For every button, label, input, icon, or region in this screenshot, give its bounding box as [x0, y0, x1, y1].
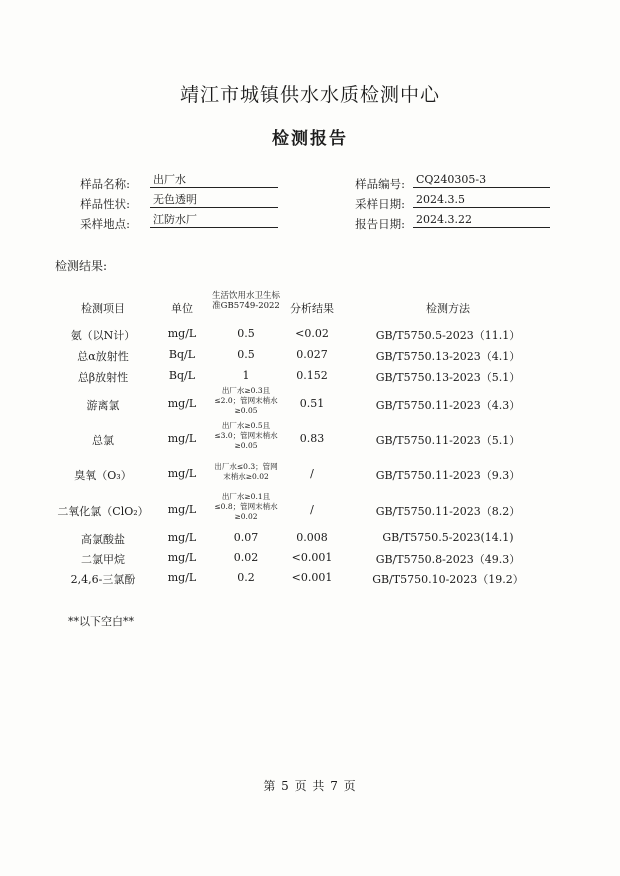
sampling-date-value: 2024.3.5 [413, 193, 550, 208]
sample-state-value: 无色透明 [150, 193, 278, 208]
sample-no-value: CQ240305-3 [413, 173, 550, 188]
row-2-standard: 1 [242, 369, 250, 382]
row-1-unit: Bq/L [168, 348, 196, 361]
header-result: 分析结果 [290, 302, 334, 315]
row-1-standard: 0.5 [237, 348, 255, 361]
row-5-result: / [310, 467, 314, 480]
row-0-unit: mg/L [167, 327, 197, 340]
document-title: 检测报告 [272, 129, 348, 149]
row-0-result: <0.02 [295, 327, 329, 340]
row-7-item: 高氯酸盐 [81, 533, 125, 546]
row-6-method: GB/T5750.11-2023（8.2） [375, 505, 521, 518]
row-4-result: 0.83 [299, 432, 325, 445]
row-3-unit: mg/L [167, 397, 197, 410]
row-5-method: GB/T5750.11-2023（9.3） [375, 469, 521, 482]
row-3-result: 0.51 [299, 397, 325, 410]
sample-no-label: 样品编号: [355, 177, 405, 191]
row-2-item: 总β放射性 [77, 371, 129, 384]
row-7-unit: mg/L [167, 531, 197, 544]
header-unit: 单位 [171, 302, 193, 315]
row-1-item: 总α放射性 [77, 350, 129, 363]
sampling-site-label: 采样地点: [80, 217, 130, 231]
row-0-method: GB/T5750.5-2023（11.1） [375, 329, 521, 342]
results-label: 检测结果: [55, 259, 108, 273]
row-1-result: 0.027 [296, 348, 328, 361]
row-9-standard: 0.2 [237, 571, 255, 584]
organization-title: 靖江市城镇供水水质检测中心 [179, 84, 440, 106]
row-3-standard: 出厂水≥0.3且≤2.0；管网末梢水≥0.05 [214, 386, 278, 415]
row-4-unit: mg/L [167, 432, 197, 445]
row-2-result: 0.152 [296, 369, 328, 382]
sample-state-label: 样品性状: [80, 197, 130, 211]
row-4-method: GB/T5750.11-2023（5.1） [375, 434, 521, 447]
row-1-method: GB/T5750.13-2023（4.1） [375, 350, 521, 363]
row-5-item: 臭氧（O₃） [74, 469, 132, 482]
row-8-result: <0.001 [291, 551, 333, 564]
row-5-unit: mg/L [167, 467, 197, 480]
row-7-method: GB/T5750.5-2023(14.1) [382, 531, 514, 544]
header-item: 检测项目 [81, 302, 125, 315]
row-6-item: 二氧化氯（ClO₂） [57, 505, 149, 518]
page-number: 第 5 页 共 7 页 [263, 779, 357, 793]
report-date-label: 报告日期: [355, 217, 405, 231]
row-6-standard: 出厂水≥0.1且≤0.8；管网末梢水≥0.02 [214, 492, 278, 521]
row-8-method: GB/T5750.8-2023（49.3） [375, 553, 521, 566]
end-of-content-note: **以下空白** [68, 615, 134, 628]
row-3-item: 游离氯 [86, 399, 120, 412]
row-7-standard: 0.07 [233, 531, 259, 544]
row-8-item: 二氯甲烷 [81, 553, 125, 566]
row-0-item: 氨（以N计） [70, 329, 136, 342]
row-9-result: <0.001 [291, 571, 333, 584]
row-0-standard: 0.5 [237, 327, 255, 340]
row-9-unit: mg/L [167, 571, 197, 584]
row-7-result: 0.008 [296, 531, 328, 544]
header-method: 检测方法 [426, 302, 470, 315]
row-6-result: / [310, 503, 314, 516]
header-standard: 生活饮用水卫生标准GB5749-2022 [211, 291, 280, 311]
report-date-value: 2024.3.22 [413, 213, 550, 228]
row-4-item: 总氯 [92, 434, 114, 447]
row-8-unit: mg/L [167, 551, 197, 564]
sampling-site-value: 江防水厂 [150, 213, 278, 228]
sampling-date-label: 采样日期: [355, 197, 405, 211]
row-2-method: GB/T5750.13-2023（5.1） [375, 371, 521, 384]
sample-name-value: 出厂水 [150, 173, 278, 188]
row-6-unit: mg/L [167, 503, 197, 516]
row-5-standard: 出厂水≤0.3；管网末梢水≥0.02 [214, 462, 278, 481]
row-4-standard: 出厂水≥0.5且≤3.0；管网末梢水≥0.05 [214, 421, 278, 450]
row-9-item: 2,4,6-三氯酚 [70, 573, 136, 586]
row-2-unit: Bq/L [168, 369, 196, 382]
row-8-standard: 0.02 [233, 551, 259, 564]
row-3-method: GB/T5750.11-2023（4.3） [375, 399, 521, 412]
sample-name-label: 样品名称: [80, 177, 130, 191]
row-9-method: GB/T5750.10-2023（19.2） [372, 573, 524, 586]
